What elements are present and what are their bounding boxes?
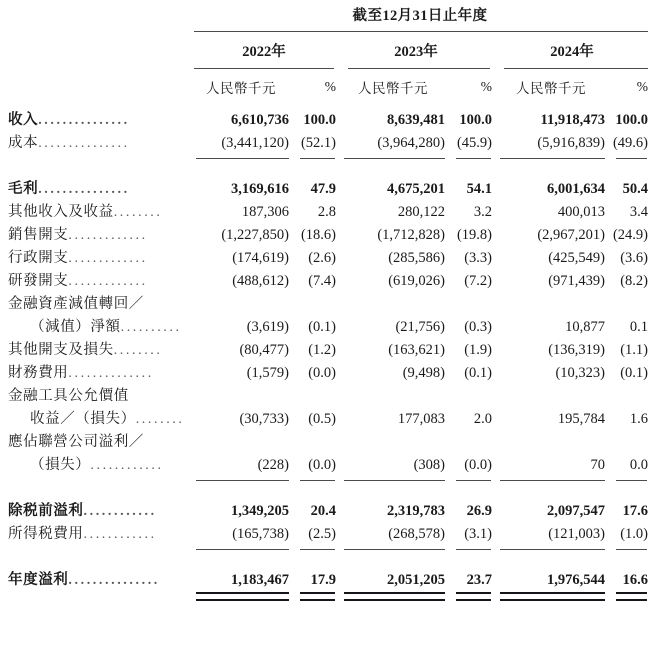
cell-empty: [494, 383, 608, 406]
cell-2022-amount: (3,441,120): [221, 135, 289, 151]
cell-2024-pct: 16.6: [622, 572, 648, 588]
dot-leader: ..............: [68, 366, 154, 381]
cell-empty: [338, 291, 448, 314]
row-label-text: 金融資產減值轉回／: [8, 296, 144, 312]
cell-2023-amount: 177,083: [397, 411, 445, 427]
table-row: [0, 268, 650, 291]
cell-2024-amount: (5,916,839): [537, 135, 605, 151]
cell-2024-amount: 11,918,473: [540, 112, 605, 128]
cell-2024-pct: (8.2): [620, 273, 648, 289]
cell-2022-amount: 187,306: [241, 204, 289, 220]
cell-2024-amount: 2,097,547: [547, 503, 605, 519]
header-corner-spacer: [0, 0, 190, 30]
cell-2023-amount: (285,586): [388, 250, 445, 266]
cell-empty: [448, 291, 494, 314]
column-rule-2023-amount: [338, 475, 448, 484]
dot-leader: .............: [68, 228, 148, 243]
cell-2023-pct: 26.9: [466, 503, 492, 519]
cell-2024-amount: (10,323): [555, 365, 605, 381]
row-label-finance-costs: [0, 360, 190, 383]
cell-2023-amount: 8,639,481: [387, 112, 445, 128]
cell-2024-pct: 3.4: [629, 204, 648, 220]
cell-2023-amount: 280,122: [397, 204, 445, 220]
table-header: [0, 0, 650, 107]
double-rule-2023-amount: [338, 590, 448, 601]
cell-2023-amount: (3,964,280): [377, 135, 445, 151]
cell-2023-amount: 4,675,201: [387, 181, 445, 197]
row-label-fair-value-line1: [0, 383, 190, 406]
table-row-continuation: [0, 291, 650, 314]
cell-empty: [190, 383, 292, 406]
cell-2022-pct: (2.6): [308, 250, 336, 266]
column-rule-2024-amount: [494, 544, 608, 553]
table-row: [0, 498, 650, 521]
table-row: [0, 360, 650, 383]
cell-2022-amount: 1,183,467: [231, 572, 289, 588]
column-rule-2022-amount: [190, 475, 292, 484]
cell-2024-amount: (136,319): [548, 342, 605, 358]
row-label-cost: [0, 130, 190, 153]
cell-2022-amount: 3,169,616: [231, 181, 289, 197]
row-label-text: 毛利: [8, 181, 39, 197]
cell-2023-pct: (3.1): [464, 526, 492, 542]
cell-2023-pct: (0.3): [464, 319, 492, 335]
header-pct-2023: %: [480, 79, 492, 94]
column-rule-2023-pct: [448, 153, 494, 162]
table-row: [0, 245, 650, 268]
header-unit-row: [0, 69, 650, 107]
cell-2022-pct: 20.4: [310, 503, 336, 519]
cell-2024-amount: 10,877: [565, 319, 605, 335]
cell-empty: [338, 429, 448, 452]
row-label-other-income: [0, 199, 190, 222]
cell-2022-amount: (228): [257, 457, 289, 473]
cell-2022-pct: 2.8: [317, 204, 336, 220]
cell-2022-amount: (165,738): [232, 526, 289, 542]
rule-spacer: [0, 153, 190, 162]
cell-empty: [448, 429, 494, 452]
cell-2024-pct: 1.6: [629, 411, 648, 427]
double-rule-2022-amount: [190, 590, 292, 601]
column-rule-2023-amount: [338, 544, 448, 553]
cell-2023-pct: (1.9): [464, 342, 492, 358]
cell-2022-pct: (52.1): [300, 135, 336, 151]
cell-2022-pct: 17.9: [310, 572, 336, 588]
cell-2023-pct: 2.0: [473, 411, 492, 427]
table-row: [0, 130, 650, 153]
cell-2022-pct: (0.1): [308, 319, 336, 335]
column-rule-2024-amount: [494, 475, 608, 484]
table-row: [0, 314, 650, 337]
cell-2024-amount: 1,976,544: [547, 572, 605, 588]
dot-leader: ............: [90, 458, 164, 473]
column-rule-2022-amount: [190, 153, 292, 162]
cell-2024-pct: 0.0: [629, 457, 648, 473]
table-row-continuation: [0, 429, 650, 452]
header-year-2024: 2024年: [550, 44, 594, 60]
row-label-other-expenses: [0, 337, 190, 360]
header-unit-spacer: [0, 69, 190, 107]
cell-2024-amount: 195,784: [557, 411, 605, 427]
cell-empty: [190, 291, 292, 314]
header-year-row: [0, 32, 650, 67]
double-rule-2024-amount: [494, 590, 608, 601]
row-label-text: 所得税費用: [8, 526, 84, 542]
column-rule-2023-amount: [338, 153, 448, 162]
cell-2022-amount: (488,612): [232, 273, 289, 289]
cell-2022-amount: (30,733): [239, 411, 289, 427]
column-rule-2024-amount: [494, 153, 608, 162]
dot-leader: ..........: [120, 320, 182, 335]
spacer-cell: [0, 162, 650, 176]
column-rule-2024-pct: [608, 475, 650, 484]
cell-2022-pct: (7.4): [308, 273, 336, 289]
row-label-text: （減值）淨額: [30, 319, 121, 335]
row-label-admin-expenses: [0, 245, 190, 268]
dot-leader: .............: [68, 251, 148, 266]
spacer-row: [0, 553, 650, 567]
cell-empty: [608, 383, 650, 406]
row-label-income-tax: [0, 521, 190, 544]
cell-2023-amount: 2,051,205: [387, 572, 445, 588]
column-rule-2024-pct: [608, 153, 650, 162]
cell-empty: [494, 291, 608, 314]
cell-2024-amount: 70: [590, 457, 605, 473]
table-row: [0, 222, 650, 245]
cell-2024-pct: (1.1): [620, 342, 648, 358]
header-unit-2024: 人民幣千元: [516, 81, 586, 96]
row-label-text: 成本: [8, 135, 39, 151]
cell-2022-amount: (1,579): [246, 365, 289, 381]
row-label-text: 收益／（損失）: [30, 411, 136, 427]
row-label-text: 金融工具公允價值: [8, 388, 129, 404]
table-row: [0, 406, 650, 429]
table-row: [0, 107, 650, 130]
cell-2022-pct: (1.2): [308, 342, 336, 358]
header-span-row: [0, 0, 650, 30]
cell-2022-amount: (174,619): [232, 250, 289, 266]
spacer-row: [0, 484, 650, 498]
rule-spacer: [0, 544, 190, 553]
dot-leader: ............: [83, 527, 157, 542]
row-label-text: （損失）: [30, 457, 91, 473]
cell-2023-pct: (0.1): [464, 365, 492, 381]
cell-2024-amount: (425,549): [548, 250, 605, 266]
row-label-text: 銷售開支: [8, 227, 69, 243]
header-year-2023: 2023年: [394, 44, 438, 60]
cell-2022-pct: 100.0: [303, 112, 336, 128]
header-unit-2022: 人民幣千元: [206, 81, 276, 96]
cell-2024-pct: (3.6): [620, 250, 648, 266]
cell-2023-pct: (0.0): [464, 457, 492, 473]
cell-2023-pct: 3.2: [473, 204, 492, 220]
row-label-fair-value-line2: [0, 406, 190, 429]
column-rule-2022-amount: [190, 544, 292, 553]
cell-2023-pct: (7.2): [464, 273, 492, 289]
subtotal-rule-row: [0, 544, 650, 553]
row-label-text: 行政開支: [8, 250, 69, 266]
header-year-2022: 2022年: [242, 44, 286, 60]
row-label-text: 研發開支: [8, 273, 69, 289]
cell-empty: [494, 429, 608, 452]
cell-2023-pct: 100.0: [459, 112, 492, 128]
table-row-continuation: [0, 383, 650, 406]
cell-2022-pct: (2.5): [308, 526, 336, 542]
row-label-text: 其他收入及收益: [8, 204, 114, 220]
cell-2024-amount: 400,013: [557, 204, 605, 220]
row-label-impairment-line2: [0, 314, 190, 337]
cell-2024-pct: 100.0: [615, 112, 648, 128]
rule-spacer: [0, 475, 190, 484]
cell-2023-pct: (45.9): [456, 135, 492, 151]
dot-leader: ...............: [38, 182, 130, 197]
double-rule-2023-pct: [448, 590, 494, 601]
header-pct-2024: %: [636, 79, 648, 94]
cell-2023-amount: (21,756): [395, 319, 445, 335]
cell-2024-pct: (1.0): [620, 526, 648, 542]
cell-empty: [190, 429, 292, 452]
cell-empty: [608, 291, 650, 314]
table-row: [0, 337, 650, 360]
dot-leader: ............: [83, 504, 157, 519]
cell-empty: [338, 383, 448, 406]
cell-empty: [292, 429, 338, 452]
cell-empty: [292, 291, 338, 314]
double-rule-2024-pct: [608, 590, 650, 601]
cell-2023-pct: 23.7: [466, 572, 492, 588]
cell-2024-pct: 17.6: [622, 503, 648, 519]
row-label-rnd-expenses: [0, 268, 190, 291]
table-row: [0, 199, 650, 222]
column-rule-2024-pct: [608, 544, 650, 553]
cell-2022-pct: (0.5): [308, 411, 336, 427]
cell-empty: [292, 383, 338, 406]
spacer-row: [0, 162, 650, 176]
column-rule-2023-pct: [448, 475, 494, 484]
dot-leader: ...............: [38, 113, 130, 128]
cell-2023-pct: (19.8): [456, 227, 492, 243]
dot-leader: ........: [113, 343, 163, 358]
cell-2023-amount: (619,026): [388, 273, 445, 289]
table-body: [0, 107, 650, 601]
cell-2022-pct: (0.0): [308, 457, 336, 473]
table-row: [0, 176, 650, 199]
row-label-impairment-line1: [0, 291, 190, 314]
grand-total-rule-row: [0, 590, 650, 601]
header-year-spacer: [0, 32, 190, 67]
cell-2024-pct: (24.9): [612, 227, 648, 243]
cell-2022-amount: (3,619): [246, 319, 289, 335]
cell-2024-amount: (971,439): [548, 273, 605, 289]
column-rule-2022-pct: [292, 153, 338, 162]
dot-leader: ........: [113, 205, 163, 220]
cell-2024-pct: 0.1: [629, 319, 648, 335]
row-label-revenue: [0, 107, 190, 130]
row-label-profit-for-year: [0, 567, 190, 590]
cell-2024-pct: (0.1): [620, 365, 648, 381]
column-rule-2023-pct: [448, 544, 494, 553]
cell-empty: [608, 429, 650, 452]
row-label-associates-line2: [0, 452, 190, 475]
subtotal-rule-row: [0, 153, 650, 162]
cell-2023-amount: (308): [413, 457, 445, 473]
cell-2024-amount: (121,003): [548, 526, 605, 542]
cell-2024-amount: 6,001,634: [547, 181, 605, 197]
cell-2024-pct: (49.6): [612, 135, 648, 151]
cell-2023-amount: (268,578): [388, 526, 445, 542]
table-row: [0, 521, 650, 544]
cell-2023-amount: (163,621): [388, 342, 445, 358]
cell-2022-pct: (18.6): [300, 227, 336, 243]
dot-leader: ...............: [68, 573, 160, 588]
subtotal-rule-row: [0, 475, 650, 484]
header-unit-2023: 人民幣千元: [358, 81, 428, 96]
header-pct-2022: %: [324, 79, 336, 94]
table-row: [0, 452, 650, 475]
cell-empty: [448, 383, 494, 406]
cell-2022-amount: (80,477): [239, 342, 289, 358]
cell-2023-amount: (1,712,828): [377, 227, 445, 243]
cell-2024-amount: (2,967,201): [537, 227, 605, 243]
cell-2022-pct: 47.9: [310, 181, 336, 197]
dot-leader: ...............: [38, 136, 130, 151]
row-label-text: 其他開支及損失: [8, 342, 114, 358]
header-period-title: 截至12月31日止年度: [352, 8, 488, 24]
cell-2023-amount: (9,498): [402, 365, 445, 381]
spacer-cell: [0, 553, 650, 567]
cell-2024-pct: 50.4: [622, 181, 648, 197]
row-label-associates-line1: [0, 429, 190, 452]
spacer-cell: [0, 484, 650, 498]
double-rule-2022-pct: [292, 590, 338, 601]
cell-2022-pct: (0.0): [308, 365, 336, 381]
cell-2022-amount: 1,349,205: [231, 503, 289, 519]
row-label-text: 收入: [8, 112, 39, 128]
row-label-profit-before-tax: [0, 498, 190, 521]
row-label-gross-profit: [0, 176, 190, 199]
row-label-text: 年度溢利: [8, 572, 69, 588]
row-label-text: 除税前溢利: [8, 503, 84, 519]
cell-2023-pct: (3.3): [464, 250, 492, 266]
dot-leader: .............: [68, 274, 148, 289]
cell-2023-pct: 54.1: [466, 181, 492, 197]
dot-leader: ........: [135, 412, 185, 427]
column-rule-2022-pct: [292, 544, 338, 553]
cell-2023-amount: 2,319,783: [387, 503, 445, 519]
table-row: [0, 567, 650, 590]
row-label-text: 應佔聯營公司溢利／: [8, 434, 144, 450]
column-rule-2022-pct: [292, 475, 338, 484]
cell-2022-amount: 6,610,736: [231, 112, 289, 128]
cell-2022-amount: (1,227,850): [221, 227, 289, 243]
row-label-text: 財務費用: [8, 365, 69, 381]
rule-spacer: [0, 590, 190, 601]
row-label-selling-expenses: [0, 222, 190, 245]
